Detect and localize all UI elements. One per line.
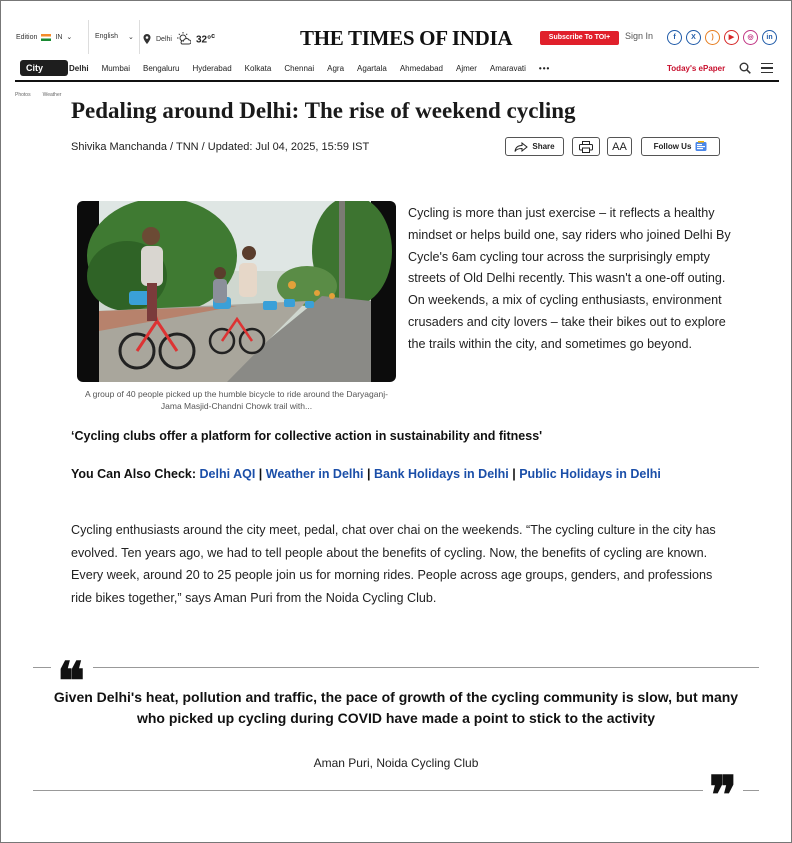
- quote-rule: [93, 667, 759, 668]
- chevron-down-icon: ⌄: [127, 34, 134, 41]
- separator: |: [512, 467, 516, 481]
- edition-value: IN: [55, 33, 63, 41]
- print-icon: [579, 141, 593, 153]
- city-button[interactable]: City: [20, 60, 68, 76]
- pull-quote-author: Aman Puri, Noida Cycling Club: [313, 756, 479, 770]
- search-icon[interactable]: [739, 62, 751, 74]
- chevron-down-icon: ⌄: [66, 34, 73, 41]
- sign-in-link[interactable]: Sign In: [625, 31, 654, 41]
- quote-rule: [33, 790, 703, 791]
- linkedin-icon[interactable]: in: [762, 30, 777, 45]
- nav-item-chennai[interactable]: Chennai: [284, 64, 315, 73]
- divider: [139, 20, 140, 54]
- also-check-label: You Can Also Check:: [71, 467, 197, 481]
- quote-rule: [33, 667, 51, 668]
- article-subhead: ‘Cycling clubs offer a platform for collective action in sustainability and fitness': [71, 429, 543, 443]
- article-hero-image[interactable]: [77, 201, 396, 382]
- facebook-icon[interactable]: f: [667, 30, 682, 45]
- nav-item-bengaluru[interactable]: Bengaluru: [143, 64, 180, 73]
- cyclists-photo: [77, 201, 396, 382]
- site-logo[interactable]: THE TIMES OF INDIA: [300, 26, 513, 50]
- link-weather-in-delhi[interactable]: Weather in Delhi: [265, 467, 364, 481]
- article-paragraph: Cycling enthusiasts around the city meet, pedal, chat over chai on the weekends. “The cycling culture in the city has evolved. Ten years ago, we had to tell people about the benefits of cycling. Now, the benefits of cycling are known. Every week, around 20 to 25 people join us for morning rides. People across age groups, genders, and professions ride bikes together,” says Aman Puri from the Noida Cycling Club.: [71, 523, 716, 605]
- nav-item-hyderabad[interactable]: Hyderabad: [192, 64, 232, 73]
- print-button[interactable]: [572, 137, 600, 156]
- share-arrow-icon: [514, 142, 528, 152]
- separator: |: [258, 467, 263, 481]
- share-button[interactable]: [505, 137, 564, 156]
- close-quote-icon: ❞: [709, 768, 737, 825]
- open-quote-icon: ❝: [57, 654, 85, 711]
- city-nav-bar: [15, 56, 779, 82]
- instagram-icon[interactable]: ◎: [743, 30, 758, 45]
- social-links: [667, 30, 777, 45]
- share-label: Share: [532, 142, 555, 151]
- google-news-icon: [695, 141, 707, 152]
- x-twitter-icon[interactable]: X: [686, 30, 701, 45]
- article-intro: Cycling is more than just exercise – it reflects a healthy mindset or helps build one, say riders who joined Delhi By Cycle's 6am cycling tour across the surprisingly empty streets of Old Delhi recently. This wasn't a one-off outing. On weekends, a mix of cycling enthusiasts, environment crusaders and city lovers – take their bikes out to explore the trails within the city, and sometimes go beyond.: [408, 206, 731, 351]
- city-nav-items: [69, 64, 563, 73]
- subnav-item-weather[interactable]: Weather: [42, 92, 62, 98]
- menu-icon[interactable]: [761, 63, 773, 73]
- india-flag-icon: [41, 34, 51, 41]
- language-selector[interactable]: [95, 33, 134, 41]
- weather-widget[interactable]: [143, 32, 215, 46]
- font-size-button[interactable]: AA: [607, 137, 632, 156]
- also-check-links: [71, 463, 741, 485]
- link-public-holidays[interactable]: Public Holidays in Delhi: [519, 467, 661, 481]
- article-title: Pedaling around Delhi: The rise of weekend cycling: [71, 98, 576, 123]
- epaper-link[interactable]: Today's ePaper: [667, 64, 726, 73]
- temperature-value: 32°$^c$: [195, 32, 215, 46]
- youtube-icon[interactable]: ▶: [724, 30, 739, 45]
- language-label: English: [95, 33, 118, 40]
- partly-cloudy-icon: [177, 32, 191, 46]
- rss-icon[interactable]: ): [705, 30, 720, 45]
- link-delhi-aqi[interactable]: Delhi AQI: [199, 467, 256, 481]
- subscribe-button[interactable]: Subscribe To TOI+: [540, 31, 619, 45]
- nav-item-ajmer[interactable]: Ajmer: [456, 64, 477, 73]
- separator: |: [366, 467, 371, 481]
- nav-item-kolkata[interactable]: Kolkata: [244, 64, 272, 73]
- article-byline: Shivika Manchanda / TNN / Updated: Jul 04, 2025, 15:59 IST: [71, 141, 370, 153]
- nav-item-delhi[interactable]: Delhi: [69, 64, 89, 73]
- nav-item-ahmedabad[interactable]: Ahmedabad: [399, 64, 443, 73]
- pull-quote-text: Given Delhi's heat, pollution and traffic, the pace of growth of the cycling community is slow, but many who picked up cycling during COVID have made a point to stick to the activity: [53, 689, 739, 726]
- edition-selector[interactable]: [16, 33, 72, 41]
- follow-us-label: Follow Us: [653, 142, 692, 151]
- quote-rule: [743, 790, 759, 791]
- divider: [88, 20, 89, 54]
- image-caption: A group of 40 people picked up the humble bicycle to ride around the Daryaganj-Jama Masjid-Chandni Chowk trail with...: [85, 389, 388, 411]
- nav-more-button[interactable]: •••: [538, 64, 551, 73]
- nav-item-mumbai[interactable]: Mumbai: [101, 64, 131, 73]
- sub-nav: [15, 92, 61, 98]
- nav-item-amaravati[interactable]: Amaravati: [489, 64, 526, 73]
- nav-item-agra[interactable]: Agra: [327, 64, 345, 73]
- top-bar: [2, 2, 792, 54]
- edition-label: Edition: [16, 33, 38, 41]
- city-label: Delhi: [156, 35, 172, 43]
- nav-item-agartala[interactable]: Agartala: [357, 64, 387, 73]
- link-bank-holidays[interactable]: Bank Holidays in Delhi: [373, 467, 509, 481]
- follow-us-button[interactable]: [641, 137, 720, 156]
- location-pin-icon: [143, 34, 151, 44]
- subnav-item-photos[interactable]: Photos: [15, 92, 31, 98]
